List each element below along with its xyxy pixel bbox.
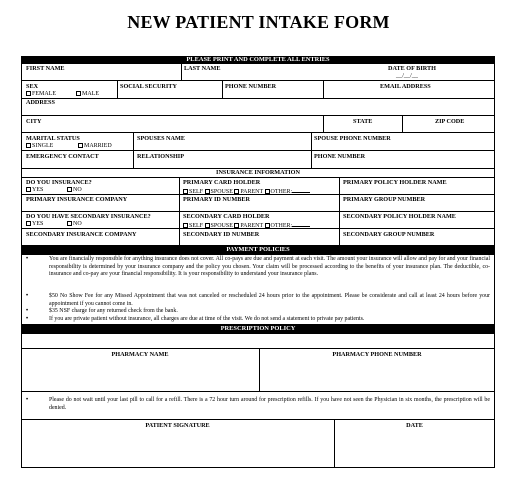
insurance-header: INSURANCE INFORMATION <box>216 169 300 176</box>
divider <box>21 228 495 229</box>
divider <box>323 115 324 132</box>
yes-label: YES <box>32 187 44 193</box>
divider <box>21 115 495 116</box>
no-label: NO <box>73 187 82 193</box>
no-checkbox[interactable] <box>67 187 72 192</box>
divider <box>222 80 223 98</box>
married-checkbox[interactable] <box>78 143 83 148</box>
divider <box>117 80 118 98</box>
have-insurance-label: DO YOU INSURANCE? <box>26 179 92 186</box>
secondary-card-holder-label: SECONDARY CARD HOLDER <box>183 213 270 220</box>
insurance-no-option[interactable] <box>67 187 82 193</box>
date-label: DATE <box>406 422 423 429</box>
other-blank[interactable] <box>292 221 310 227</box>
emergency-contact-label: EMERGENCY CONTACT <box>26 153 99 160</box>
divider <box>21 98 495 99</box>
spouse-phone-label: SPOUSE PHONE NUMBER <box>314 135 391 142</box>
marital-status-label: MARITAL STATUS <box>26 135 80 142</box>
secondary-group-label: SECONDARY GROUP NUMBER <box>343 231 435 238</box>
secondary-company-label: SECONDARY INSURANCE COMPANY <box>26 231 137 238</box>
refill-note: Please do not wait until your last pill to call for a refill. There is a 72 hour turn around for prescription refills. If you have not seen the Physician in six months, the prescription will be denied. <box>49 397 490 411</box>
single-option[interactable] <box>26 143 53 149</box>
email-label: EMAIL ADDRESS <box>380 83 431 90</box>
single-label: SINGLE <box>32 143 54 149</box>
primary-id-label: PRIMARY ID NUMBER <box>183 196 250 203</box>
divider <box>21 348 495 349</box>
address-label: ADDRESS <box>26 99 55 106</box>
divider <box>21 150 495 151</box>
pharmacy-name-label: PHARMACY NAME <box>111 351 169 358</box>
married-option[interactable] <box>78 143 112 149</box>
other-label: OTHER: <box>270 189 293 195</box>
state-label: STATE <box>353 118 373 125</box>
primary-policy-holder-label: PRIMARY POLICY HOLDER NAME <box>343 179 447 186</box>
pharmacy-phone-label: PHARMACY PHONE NUMBER <box>332 351 422 358</box>
last-name-label: LAST NAME <box>184 65 221 72</box>
bullet: • <box>26 293 29 299</box>
bullet: • <box>26 308 29 314</box>
self-label: SELF <box>189 223 204 229</box>
divider <box>21 419 495 420</box>
divider <box>181 64 182 80</box>
divider <box>21 80 495 81</box>
payment-policy-1: You are financially responsible for anything insurance does not cover. All co-pays are due and payment at each visit. The amount your insurance will allow and pay for and your financial responsibility is determined by your insurance company and the policy you chosen. Your claim will be processed according to the benefits of your insurance plan. The deductible, co-insurance and co-pay are your financial responsibility. It is your responsibility to understand your insurance plans. <box>49 256 490 278</box>
divider <box>21 211 495 212</box>
phone-label: PHONE NUMBER <box>225 83 277 90</box>
divider <box>402 115 403 132</box>
female-label: FEMALE <box>32 91 56 97</box>
first-name-label: FIRST NAME <box>26 65 65 72</box>
section-bar-payment: PAYMENT POLICIES <box>21 245 495 255</box>
emergency-phone-label: PHONE NUMBER <box>314 153 366 160</box>
primary-company-label: PRIMARY INSURANCE COMPANY <box>26 196 128 203</box>
other-blank[interactable] <box>292 187 310 193</box>
section-bar-print: PLEASE PRINT AND COMPLETE ALL ENTRIES <box>21 56 495 64</box>
married-label: MARRIED <box>84 143 112 149</box>
bullet: • <box>26 397 29 403</box>
patient-signature-label: PATIENT SIGNATURE <box>145 422 210 429</box>
dob-label: DATE OF BIRTH <box>388 65 436 72</box>
no-label: NO <box>73 221 82 227</box>
primary-card-holder-label: PRIMARY CARD HOLDER <box>183 179 261 186</box>
other-label: OTHER: <box>270 223 293 229</box>
insurance-yes-option[interactable] <box>26 187 43 193</box>
section-bar-prescription: PRESCRIPTION POLICY <box>21 324 495 334</box>
have-secondary-label: DO YOU HAVE SECONDARY INSURANCE? <box>26 213 151 220</box>
spouses-name-label: SPOUSES NAME <box>137 135 185 142</box>
zip-label: ZIP CODE <box>435 118 465 125</box>
bullet: • <box>26 256 29 262</box>
divider <box>21 132 495 133</box>
divider <box>21 194 495 195</box>
female-checkbox[interactable] <box>26 91 31 96</box>
parent-label: PARENT <box>240 189 264 195</box>
divider <box>21 177 495 178</box>
dob-format[interactable]: __/__/__ <box>396 72 419 79</box>
ssn-label: SOCIAL SECURITY <box>120 83 177 90</box>
divider <box>21 391 495 392</box>
payment-policy-4: If you are private patient without insurance, all charges are due at time of the visit. We do not send a statement to private pay patients. <box>49 316 365 322</box>
spouse-label: SPOUSE <box>210 189 233 195</box>
secondary-id-label: SECONDARY ID NUMBER <box>183 231 260 238</box>
relationship-label: RELATIONSHIP <box>137 153 184 160</box>
secondary-yes-option[interactable] <box>26 221 43 227</box>
yes-label: YES <box>32 221 44 227</box>
city-label: CITY <box>26 118 42 125</box>
parent-label: PARENT <box>240 223 264 229</box>
spouse-label: SPOUSE <box>210 223 233 229</box>
payment-policy-2: $50 No Show Fee for any Missed Appointment that was not canceled or rescheduled 24 hours prior to the appointment. Please be considerate and call at least 24 hours before your appointment if you cannot come in. <box>49 293 490 307</box>
male-checkbox[interactable] <box>76 91 81 96</box>
self-label: SELF <box>189 189 204 195</box>
bullet: • <box>26 316 29 322</box>
male-label: MALE <box>82 91 99 97</box>
yes-checkbox[interactable] <box>26 187 31 192</box>
secondary-policy-holder-label: SECONDARY POLICY HOLDER NAME <box>343 213 456 220</box>
secondary-yes-checkbox[interactable] <box>26 221 31 226</box>
sex-male-option[interactable] <box>76 91 99 97</box>
sex-female-option[interactable] <box>26 91 56 97</box>
single-checkbox[interactable] <box>26 143 31 148</box>
secondary-no-option[interactable] <box>67 221 82 227</box>
divider <box>323 80 324 98</box>
form-title: NEW PATIENT INTAKE FORM <box>127 12 390 32</box>
secondary-no-checkbox[interactable] <box>67 221 72 226</box>
sex-label: SEX <box>26 83 39 90</box>
primary-group-label: PRIMARY GROUP NUMBER <box>343 196 426 203</box>
payment-policy-3: $35 NSF charge for any returned check from the bank. <box>49 308 178 314</box>
